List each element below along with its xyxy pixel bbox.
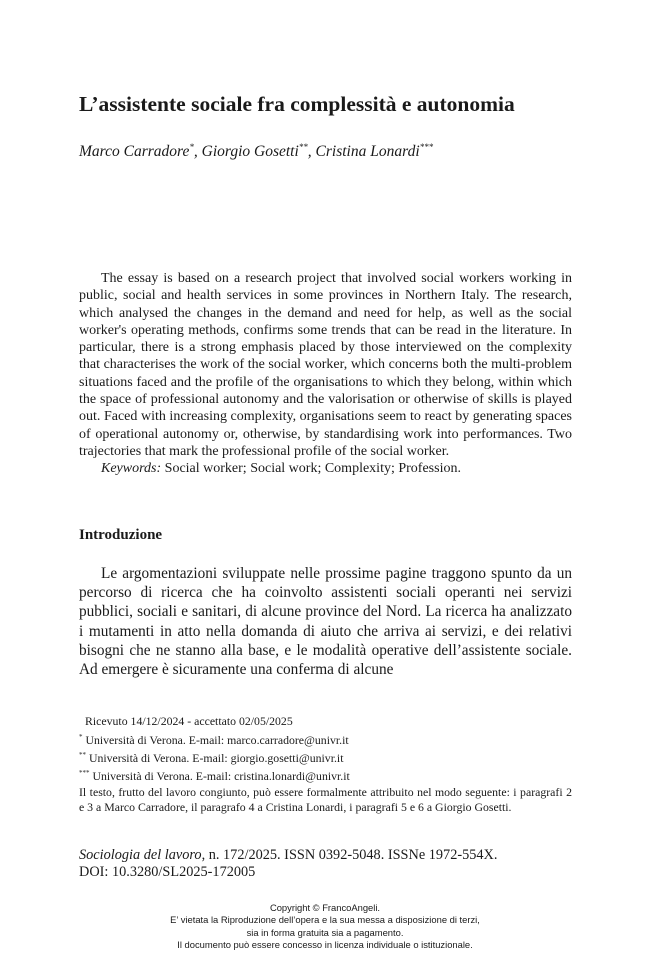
- authorship-note: Il testo, frutto del lavoro congiunto, può essere formalmente attribuito nel modo seguente: i paragrafi 2 e 3 a Marco Carradore, il paragrafo 4 a Cristina Lonardi, i paragrafi 5 e 6 a Giorgio Gosetti.: [79, 784, 572, 815]
- copyright-line: Il documento può essere concesso in licenza individuale o istituzionale.: [177, 939, 473, 951]
- author-name: Cristina Lonardi: [315, 143, 420, 161]
- affiliation-note: [79, 766, 572, 784]
- author-footnote-mark: **: [298, 142, 308, 152]
- affiliation-text: Università di Verona. E-mail: marco.carradore@univr.it: [85, 732, 349, 747]
- author-list: Marco Carradore*, Giorgio Gosetti**, Cristina Lonardi***: [79, 142, 434, 161]
- issue-details: , n. 172/2025. ISSN 0392-5048. ISSNe 1972-554X.: [201, 847, 498, 863]
- affiliation-text: Università di Verona. E-mail: giorgio.gosetti@univr.it: [88, 750, 344, 765]
- author-name: Marco Carradore: [79, 143, 190, 161]
- body-text: [79, 564, 572, 679]
- journal-citation: [79, 847, 572, 881]
- author-name: Giorgio Gosetti: [201, 143, 299, 161]
- affiliation-note: [79, 730, 572, 748]
- journal-name: Sociologia del lavoro: [79, 847, 202, 863]
- keywords-list: Social worker; Social work; Complexity; Profession.: [164, 461, 461, 477]
- footnotes: [79, 714, 572, 816]
- copyright-line: sia in forma gratuita sia a pagamento.: [246, 926, 404, 938]
- copyright-notice: [0, 902, 650, 952]
- keywords-line: [79, 460, 572, 477]
- section-heading: Introduzione: [79, 527, 163, 543]
- abstract-text: The essay is based on a research project that involved social workers working in public, social and health services in some provinces in Northern Italy. The research, which analysed the changes in the demand and need for help, as well as the social worker's operating methods, confirms some trends that can be read in the literature. In particular, there is a strong emphasis placed by those interviewed on the complexity that characterises the work of the social worker, which concerns both the multi-problem situations faced and the profile of the organisations to which they belong, within which the space of professional autonomy and the valorisation or otherwise of skills is played out. Faced with increasing complexity, organisations seem to react by generating spaces of operational autonomy or, otherwise, by standardising work into performances. Two trajectories that mark the professional profile of the social worker.: [79, 271, 572, 459]
- body-paragraph: Le argomentazioni sviluppate nelle prossime pagine traggono spunto da un percorso di ricerca che ha coinvolto assistenti sociali operanti nei servizi pubblici, sociali e sanitari, di alcune province del Nord. La ricerca ha analizzato i mutamenti in atto nella domanda di aiuto che arriva ai servizi, e dei relativi bisogni che ne stanno alla base, e le modalità operative dell’assistente sociale. Ad emergere è sicuramente una conferma di alcune: [79, 565, 572, 679]
- author-footnote-mark: *: [189, 142, 194, 152]
- copyright-line: E’ vietata la Riproduzione dell’opera e la sua messa a disposizione di terzi,: [170, 914, 480, 926]
- doi-line: DOI: 10.3280/SL2025-172005: [79, 864, 256, 880]
- article-title: L’assistente sociale fra complessità e autonomia: [79, 92, 515, 116]
- footnote-mark: **: [79, 750, 86, 759]
- author-footnote-mark: ***: [419, 142, 434, 152]
- abstract: [79, 270, 572, 478]
- footnote-mark: *: [79, 732, 83, 741]
- footnote-mark: ***: [79, 769, 90, 778]
- received-date: Ricevuto 14/12/2024 - accettato 02/05/2025: [85, 714, 293, 728]
- copyright-line: Copyright © FrancoAngeli.: [269, 902, 381, 913]
- affiliation-text: Università di Verona. E-mail: cristina.lonardi@univr.it: [92, 769, 350, 784]
- affiliation-note: [79, 748, 572, 766]
- keywords-label: Keywords:: [101, 461, 162, 477]
- citation-line: [79, 847, 572, 864]
